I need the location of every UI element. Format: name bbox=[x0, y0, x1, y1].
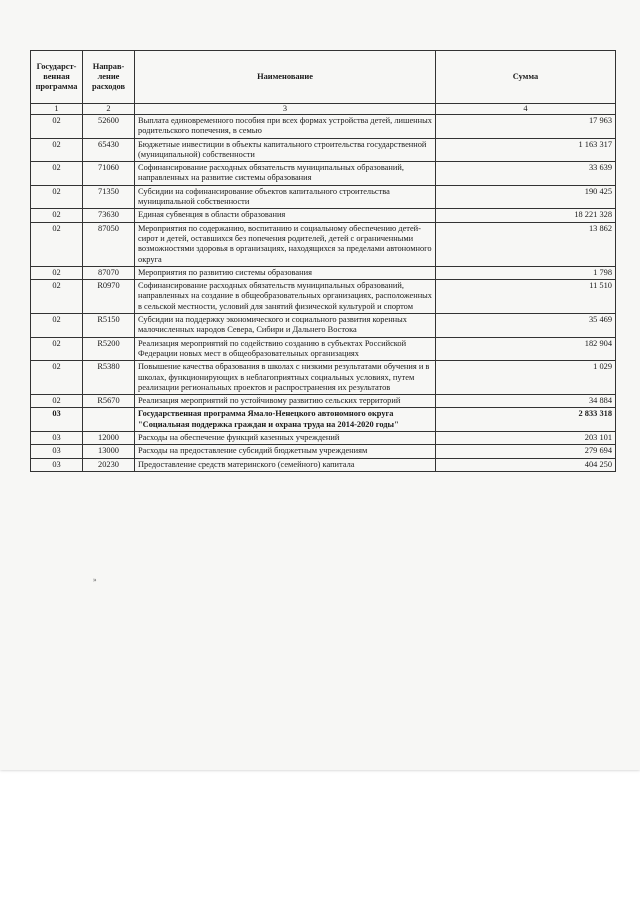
table-row bbox=[31, 337, 616, 361]
header-sum: Сумма bbox=[436, 51, 616, 104]
row-program-code: 03 bbox=[31, 432, 83, 445]
table-body bbox=[31, 115, 616, 472]
row-program-code: 02 bbox=[31, 314, 83, 338]
row-direction-code: R5670 bbox=[83, 395, 135, 408]
table-row bbox=[31, 138, 616, 162]
budget-table bbox=[30, 50, 616, 472]
row-name: Расходы на обеспечение функций казенных учреждений bbox=[135, 432, 436, 445]
stray-mark: » bbox=[93, 576, 97, 584]
row-sum: 11 510 bbox=[436, 280, 616, 314]
row-sum: 33 639 bbox=[436, 162, 616, 186]
row-program-code: 02 bbox=[31, 266, 83, 279]
row-sum: 404 250 bbox=[436, 458, 616, 471]
row-direction-code: R5380 bbox=[83, 361, 135, 395]
row-program-code: 03 bbox=[31, 408, 83, 432]
row-direction-code: 87070 bbox=[83, 266, 135, 279]
row-sum: 18 221 328 bbox=[436, 209, 616, 222]
table-row bbox=[31, 361, 616, 395]
row-program-code: 02 bbox=[31, 337, 83, 361]
row-name: Мероприятия по содержанию, воспитанию и социальному обеспечению детей-сирот и детей, оставшихся без попечения родителей, детей с ограниченными возможностями здоровья в организациях, находящихся за пределами автономного округа bbox=[135, 222, 436, 266]
column-numbers-row bbox=[31, 104, 616, 115]
row-name: Мероприятия по развитию системы образования bbox=[135, 266, 436, 279]
row-sum: 17 963 bbox=[436, 115, 616, 139]
table-row bbox=[31, 280, 616, 314]
row-name: Софинансирование расходных обязательств муниципальных образований, направленных на создание в общеобразовательных организациях, расположенных в сельской местности, условий для занятий физической культурой и спортом bbox=[135, 280, 436, 314]
row-name: Софинансирование расходных обязательств муниципальных образований, направленных на развитие системы образования bbox=[135, 162, 436, 186]
row-sum: 182 904 bbox=[436, 337, 616, 361]
row-name: Реализация мероприятий по содействию созданию в субъектах Российской Федерации новых мест в общеобразовательных организациях bbox=[135, 337, 436, 361]
row-name: Предоставление средств материнского (семейного) капитала bbox=[135, 458, 436, 471]
table-row bbox=[31, 209, 616, 222]
row-name: Реализация мероприятий по устойчивому развитию сельских территорий bbox=[135, 395, 436, 408]
row-sum: 1 029 bbox=[436, 361, 616, 395]
row-sum: 2 833 318 bbox=[436, 408, 616, 432]
row-sum: 190 425 bbox=[436, 185, 616, 209]
table-row bbox=[31, 408, 616, 432]
row-name: Субсидии на софинансирование объектов капитального строительства муниципальной собственности bbox=[135, 185, 436, 209]
table-row bbox=[31, 162, 616, 186]
table-row bbox=[31, 432, 616, 445]
table-row bbox=[31, 266, 616, 279]
row-sum: 1 798 bbox=[436, 266, 616, 279]
row-sum: 35 469 bbox=[436, 314, 616, 338]
row-program-code: 02 bbox=[31, 280, 83, 314]
row-program-code: 02 bbox=[31, 115, 83, 139]
row-name: Субсидии на поддержку экономического и социального развития коренных малочисленных народов Севера, Сибири и Дальнего Востока bbox=[135, 314, 436, 338]
table-row bbox=[31, 115, 616, 139]
table-row bbox=[31, 458, 616, 471]
row-direction-code: 73630 bbox=[83, 209, 135, 222]
row-name: Повышение качества образования в школах с низкими результатами обучения и в школах, функционирующих в неблагоприятных социальных условиях, путем реализации региональных проектов и распространения их результатов bbox=[135, 361, 436, 395]
row-program-code: 02 bbox=[31, 138, 83, 162]
row-program-code: 02 bbox=[31, 162, 83, 186]
header-name: Наименование bbox=[135, 51, 436, 104]
table-row bbox=[31, 185, 616, 209]
header-program: Государст-венная программа bbox=[31, 51, 83, 104]
column-number: 1 bbox=[31, 104, 83, 115]
budget-table-container bbox=[30, 50, 615, 472]
row-program-code: 02 bbox=[31, 361, 83, 395]
row-sum: 34 884 bbox=[436, 395, 616, 408]
row-direction-code: 20230 bbox=[83, 458, 135, 471]
row-program-code: 02 bbox=[31, 222, 83, 266]
row-program-code: 02 bbox=[31, 395, 83, 408]
row-direction-code: 71060 bbox=[83, 162, 135, 186]
row-direction-code: 13000 bbox=[83, 445, 135, 458]
row-program-code: 03 bbox=[31, 445, 83, 458]
row-direction-code bbox=[83, 408, 135, 432]
row-program-code: 02 bbox=[31, 185, 83, 209]
row-direction-code: R5150 bbox=[83, 314, 135, 338]
header-direction: Направ-ление расходов bbox=[83, 51, 135, 104]
table-row bbox=[31, 314, 616, 338]
row-name: Бюджетные инвестиции в объекты капитального строительства государственной (муниципальной) собственности bbox=[135, 138, 436, 162]
column-number: 2 bbox=[83, 104, 135, 115]
row-direction-code: 87050 bbox=[83, 222, 135, 266]
table-row bbox=[31, 395, 616, 408]
column-number: 3 bbox=[135, 104, 436, 115]
row-name: Расходы на предоставление субсидий бюджетным учреждениям bbox=[135, 445, 436, 458]
row-direction-code: R5200 bbox=[83, 337, 135, 361]
row-program-code: 02 bbox=[31, 209, 83, 222]
row-sum: 279 694 bbox=[436, 445, 616, 458]
row-sum: 1 163 317 bbox=[436, 138, 616, 162]
column-number: 4 bbox=[436, 104, 616, 115]
row-direction-code: 65430 bbox=[83, 138, 135, 162]
row-direction-code: 71350 bbox=[83, 185, 135, 209]
table-header-row bbox=[31, 51, 616, 104]
table-row bbox=[31, 445, 616, 458]
row-direction-code: R0970 bbox=[83, 280, 135, 314]
row-sum: 13 862 bbox=[436, 222, 616, 266]
row-name: Выплата единовременного пособия при всех формах устройства детей, лишенных родительского попечения, в семью bbox=[135, 115, 436, 139]
row-name: Единая субвенция в области образования bbox=[135, 209, 436, 222]
row-name: Государственная программа Ямало-Ненецкого автономного округа "Социальная поддержка граждан и охрана труда на 2014-2020 годы" bbox=[135, 408, 436, 432]
table-row bbox=[31, 222, 616, 266]
row-direction-code: 12000 bbox=[83, 432, 135, 445]
row-sum: 203 101 bbox=[436, 432, 616, 445]
row-direction-code: 52600 bbox=[83, 115, 135, 139]
row-program-code: 03 bbox=[31, 458, 83, 471]
